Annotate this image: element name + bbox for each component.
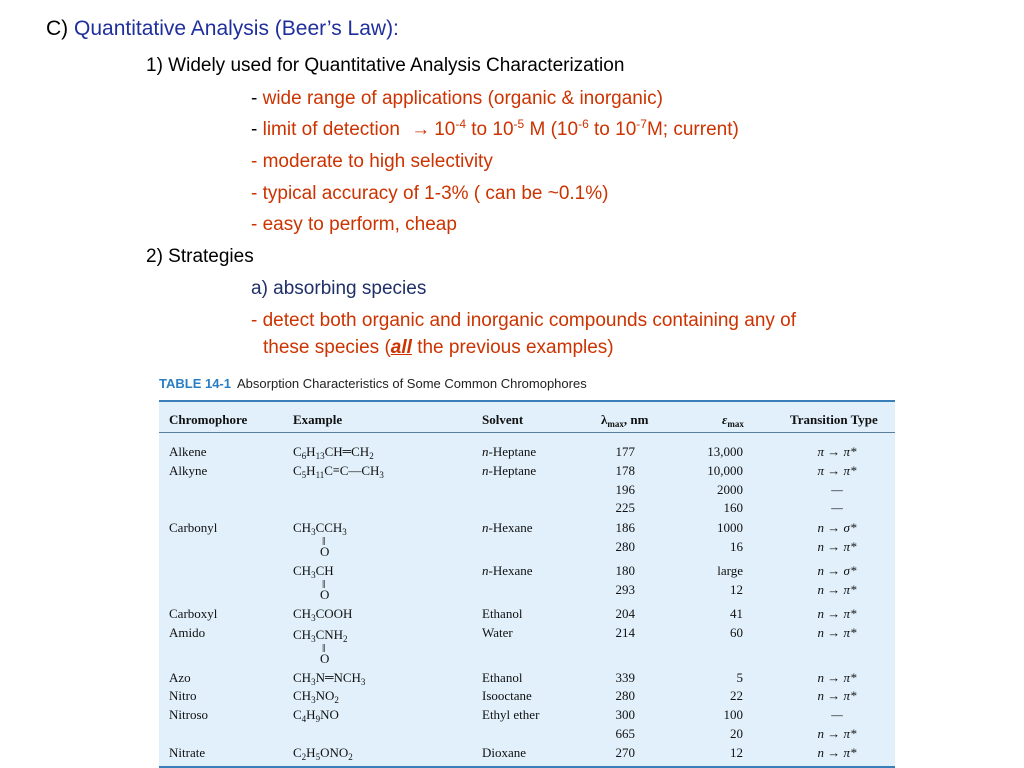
bullet-dash: - bbox=[251, 119, 263, 140]
f: H bbox=[306, 707, 316, 722]
f: 11 bbox=[315, 470, 325, 480]
slide-heading bbox=[46, 18, 399, 40]
f: NO bbox=[315, 688, 335, 703]
emphasis-all: all bbox=[390, 337, 412, 358]
transition-cell: n → π* bbox=[817, 625, 857, 640]
solvent-cell bbox=[482, 670, 522, 685]
example-azo bbox=[293, 670, 365, 686]
chromophore-cell: Azo bbox=[169, 670, 191, 685]
f: NCH bbox=[333, 670, 361, 685]
header-epsilon bbox=[722, 412, 744, 427]
solvent-name: -Heptane bbox=[488, 463, 537, 478]
detection-value-5: M; current) bbox=[646, 119, 739, 140]
lambda-cell: 186 bbox=[615, 520, 635, 535]
f: C bbox=[293, 707, 302, 722]
solvent-prefix: n bbox=[482, 563, 489, 578]
chromophore-cell: Nitrate bbox=[169, 745, 206, 760]
amido-double-bond: ‖ bbox=[322, 641, 326, 655]
f: H bbox=[306, 444, 316, 459]
f: CH bbox=[293, 688, 312, 703]
f: 3 bbox=[311, 613, 316, 623]
f: 2 bbox=[369, 451, 374, 461]
bullet-detection-limit bbox=[251, 119, 739, 141]
f: 4 bbox=[301, 714, 307, 724]
f: CH bbox=[324, 444, 343, 459]
heading-title: Quantitative Analysis (Beer’s Law): bbox=[74, 17, 399, 40]
header-chromophore: Chromophore bbox=[169, 412, 248, 427]
transition-cell: π → π* bbox=[817, 463, 857, 478]
solvent-cell bbox=[482, 707, 539, 722]
lambda-cell: 214 bbox=[615, 625, 635, 640]
epsilon-cell: 100 bbox=[723, 707, 743, 722]
f: 5 bbox=[315, 752, 321, 762]
f: 3 bbox=[311, 677, 316, 687]
table-caption bbox=[159, 376, 587, 392]
chromophore-cell: Amido bbox=[169, 625, 206, 640]
transition-cell: n → π* bbox=[817, 726, 857, 741]
heading-prefix: C) bbox=[46, 17, 69, 40]
detection-label: limit of detection bbox=[262, 119, 400, 140]
arrow-right-icon: → bbox=[411, 119, 431, 140]
f: N bbox=[315, 670, 325, 685]
f: CH bbox=[293, 670, 312, 685]
transition-cell: n → π* bbox=[817, 539, 857, 554]
solvent-cell bbox=[482, 563, 533, 578]
f: CH bbox=[351, 444, 370, 459]
f: 6 bbox=[301, 451, 307, 461]
f: 3 bbox=[311, 570, 316, 580]
f: C bbox=[293, 745, 302, 760]
detect-line-1: - detect both organic and inorganic compounds containing any of bbox=[251, 310, 797, 331]
epsilon-cell: 16 bbox=[730, 539, 743, 554]
header-solvent: Solvent bbox=[482, 412, 524, 427]
carbonyl-oxygen-1: O bbox=[320, 544, 330, 559]
example-carbonyl-aldehyde bbox=[293, 563, 334, 578]
f: CH bbox=[293, 606, 312, 621]
lambda-cell: 177 bbox=[615, 444, 635, 459]
solvent-name: Ethanol bbox=[482, 670, 523, 685]
epsilon-cell: 1000 bbox=[717, 520, 743, 535]
chromophore-cell: Alkyne bbox=[169, 463, 208, 478]
f: C bbox=[293, 444, 302, 459]
f: CH bbox=[315, 563, 334, 578]
lambda-sub: max bbox=[607, 419, 624, 429]
solvent-name: Water bbox=[482, 625, 513, 640]
transition-cell: n → π* bbox=[817, 606, 857, 621]
transition-cell: — bbox=[831, 707, 843, 722]
f: H bbox=[306, 463, 316, 478]
transition-cell: — bbox=[831, 482, 843, 497]
chromophore-table bbox=[159, 400, 895, 768]
bullet-applications-text: wide range of applications (organic & inorganic) bbox=[262, 88, 663, 109]
example-carboxyl bbox=[293, 606, 352, 621]
f: CH bbox=[293, 563, 312, 578]
f: 13 bbox=[315, 451, 325, 461]
epsilon-cell: 12 bbox=[730, 745, 743, 760]
transition-cell: n → σ* bbox=[817, 520, 857, 535]
transition-cell: n → π* bbox=[817, 670, 857, 685]
lambda-cell: 280 bbox=[615, 688, 635, 703]
detect-line-2 bbox=[263, 337, 614, 359]
epsilon-cell: 12 bbox=[730, 582, 743, 597]
bullet-applications bbox=[251, 88, 663, 110]
f: CCH bbox=[315, 520, 343, 535]
table-title: Absorption Characteristics of Some Common Chromophores bbox=[237, 376, 587, 391]
f: 2 bbox=[348, 752, 353, 762]
transition-cell: π → π* bbox=[817, 444, 857, 459]
lambda-cell: 665 bbox=[615, 726, 635, 741]
f: C bbox=[293, 463, 302, 478]
f: CNH bbox=[315, 627, 344, 642]
f: NO bbox=[320, 707, 339, 722]
f: H bbox=[306, 745, 316, 760]
lambda-cell: 270 bbox=[615, 745, 635, 760]
epsilon-cell: 2000 bbox=[717, 482, 743, 497]
solvent-cell bbox=[482, 745, 526, 760]
f: CH bbox=[293, 627, 312, 642]
solvent-cell bbox=[482, 625, 513, 640]
epsilon-cell: 20 bbox=[730, 726, 743, 741]
lambda-unit: , nm bbox=[623, 412, 649, 427]
lambda-cell: 196 bbox=[615, 482, 635, 497]
f: 3 bbox=[311, 634, 316, 644]
example-carbonyl-ketone bbox=[293, 520, 347, 535]
lambda-cell: 293 bbox=[615, 582, 635, 597]
detection-value-3: M (10 bbox=[524, 119, 579, 140]
table-number: TABLE 14-1 bbox=[159, 376, 231, 391]
chromophore-cell: Alkene bbox=[169, 444, 207, 459]
solvent-cell bbox=[482, 688, 532, 703]
detection-value-1: 10 bbox=[434, 119, 456, 140]
exp-1: -4 bbox=[455, 117, 466, 131]
item-1: 1) Widely used for Quantitative Analysis Characterization bbox=[146, 55, 625, 76]
chromophore-cell: Carboxyl bbox=[169, 606, 218, 621]
f: 9 bbox=[315, 714, 321, 724]
lambda-cell: 204 bbox=[615, 606, 635, 621]
lambda-symbol: λ bbox=[601, 412, 608, 427]
solvent-name: -Hexane bbox=[488, 563, 533, 578]
f: 5 bbox=[301, 470, 307, 480]
example-nitro bbox=[293, 688, 339, 703]
lambda-cell: 339 bbox=[615, 670, 635, 685]
lambda-cell: 178 bbox=[615, 463, 635, 478]
f: 3 bbox=[379, 470, 384, 480]
transition-cell: n → σ* bbox=[817, 563, 857, 578]
f: 2 bbox=[334, 695, 339, 705]
chromophore-cell: Nitro bbox=[169, 688, 197, 703]
example-alkyne bbox=[293, 463, 384, 479]
double-bond: ═ bbox=[324, 670, 334, 684]
f: 3 bbox=[311, 695, 316, 705]
epsilon-cell: 60 bbox=[730, 625, 743, 640]
exp-3: -6 bbox=[578, 117, 589, 131]
detection-value-4: to 10 bbox=[588, 119, 637, 140]
item-2: 2) Strategies bbox=[146, 246, 254, 267]
example-amido bbox=[293, 627, 348, 642]
bullet-easy: - easy to perform, cheap bbox=[251, 214, 457, 235]
f: 3 bbox=[360, 677, 366, 687]
triple-bond: ≡ bbox=[332, 463, 340, 477]
f: 3 bbox=[342, 527, 347, 537]
solvent-name: Dioxane bbox=[482, 745, 527, 760]
epsilon-symbol: ε bbox=[722, 412, 728, 427]
solvent-prefix: n bbox=[482, 463, 489, 478]
epsilon-sub: max bbox=[727, 419, 744, 429]
carbonyl-double-bond-1: ‖ bbox=[322, 534, 326, 548]
sub-item-a: a) absorbing species bbox=[251, 278, 427, 299]
f: COOH bbox=[315, 606, 353, 621]
transition-cell: n → π* bbox=[817, 582, 857, 597]
transition-cell: — bbox=[831, 500, 843, 515]
epsilon-cell: large bbox=[717, 563, 743, 578]
epsilon-cell: 5 bbox=[736, 670, 743, 685]
header-transition: Transition Type bbox=[790, 412, 878, 427]
amido-oxygen: O bbox=[320, 651, 330, 666]
epsilon-cell: 22 bbox=[730, 688, 743, 703]
detect-line-2a: these species ( bbox=[263, 337, 391, 358]
carbonyl-double-bond-2: ‖ bbox=[322, 577, 326, 591]
chromophore-cell: Carbonyl bbox=[169, 520, 218, 535]
solvent-name: Isooctane bbox=[482, 688, 532, 703]
example-nitrate bbox=[293, 745, 353, 760]
solvent-cell bbox=[482, 463, 536, 478]
solvent-name: -Hexane bbox=[488, 520, 533, 535]
header-example: Example bbox=[293, 412, 343, 427]
solvent-name: -Heptane bbox=[488, 444, 537, 459]
f: C bbox=[324, 463, 333, 478]
bullet-dash: - bbox=[251, 88, 263, 109]
lambda-cell: 280 bbox=[615, 539, 635, 554]
example-alkene bbox=[293, 444, 374, 460]
lambda-cell: 180 bbox=[615, 563, 635, 578]
solvent-cell bbox=[482, 520, 533, 535]
detection-value-2: to 10 bbox=[466, 119, 514, 140]
example-nitroso bbox=[293, 707, 339, 722]
f: ONO bbox=[320, 745, 349, 760]
solvent-cell bbox=[482, 444, 536, 459]
detect-line-2c: the previous examples) bbox=[411, 337, 614, 358]
exp-4: -7 bbox=[636, 117, 647, 131]
solvent-prefix: n bbox=[482, 520, 489, 535]
epsilon-cell: 13,000 bbox=[707, 444, 743, 459]
solvent-cell bbox=[482, 606, 522, 621]
epsilon-cell: 160 bbox=[723, 500, 743, 515]
solvent-prefix: n bbox=[482, 444, 489, 459]
solvent-name: Ethyl ether bbox=[482, 707, 540, 722]
epsilon-cell: 10,000 bbox=[707, 463, 743, 478]
solvent-name: Ethanol bbox=[482, 606, 523, 621]
f: 3 bbox=[311, 527, 316, 537]
header-lambda bbox=[601, 412, 648, 427]
chromophore-cell: Nitroso bbox=[169, 707, 208, 722]
bullet-selectivity: - moderate to high selectivity bbox=[251, 151, 493, 172]
carbonyl-oxygen-2: O bbox=[320, 587, 330, 602]
f: 2 bbox=[343, 634, 348, 644]
double-bond: ═ bbox=[342, 444, 352, 458]
f: CH bbox=[293, 520, 312, 535]
transition-cell: n → π* bbox=[817, 745, 857, 760]
epsilon-cell: 41 bbox=[730, 606, 743, 621]
bullet-accuracy: - typical accuracy of 1-3% ( can be ~0.1%) bbox=[251, 183, 609, 204]
exp-2: -5 bbox=[513, 117, 525, 131]
lambda-cell: 300 bbox=[615, 707, 635, 722]
transition-cell: n → π* bbox=[817, 688, 857, 703]
f: 2 bbox=[301, 752, 307, 762]
f: C—CH bbox=[339, 463, 380, 478]
lambda-cell: 225 bbox=[615, 500, 635, 515]
